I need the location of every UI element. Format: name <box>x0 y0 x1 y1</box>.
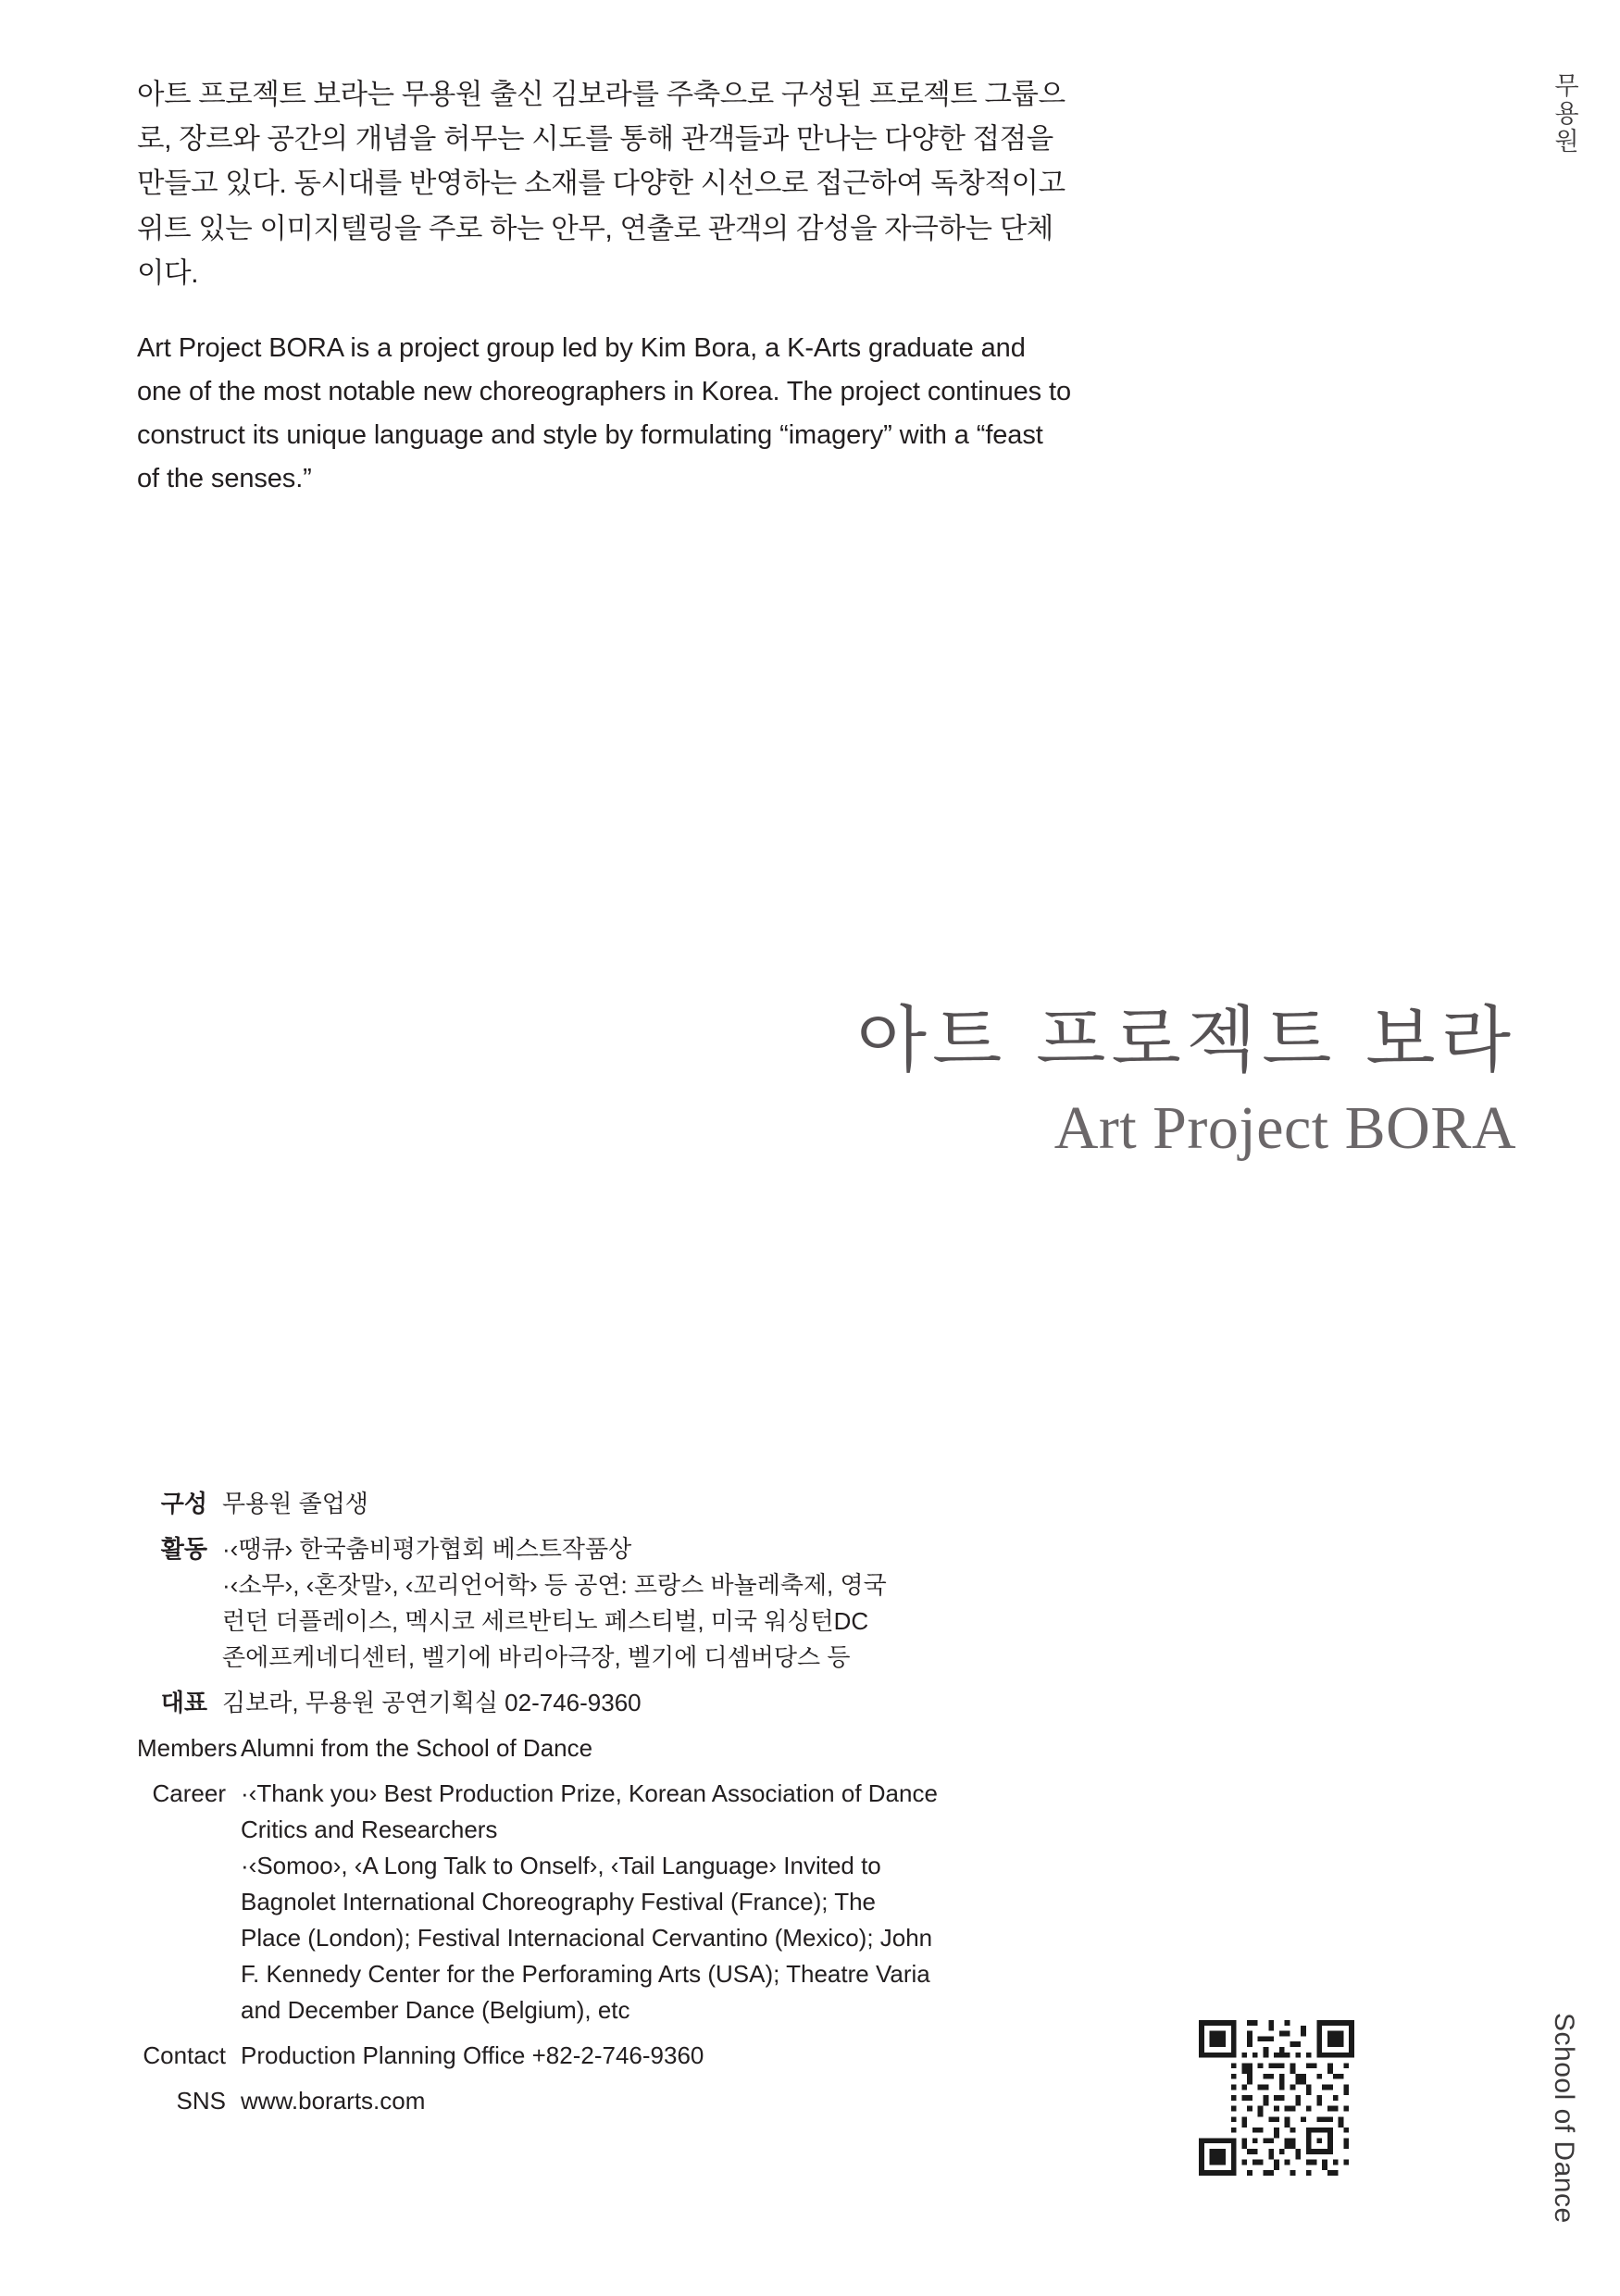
intro-paragraph-english: Art Project BORA is a project group led by Kim Bora, a K-Arts graduate and one of the most notable new choreographers in Korea. The project continues to construct its unique language and style by formulating “imagery” with a “feast of the senses.” <box>137 332 1072 493</box>
qr-code-image[interactable] <box>1199 2020 1354 2176</box>
credit-line: ·‹Somoo›, ‹A Long Talk to Onself›, ‹Tail Language› Invited to <box>241 1852 881 1879</box>
credit-value-activities <box>222 1531 1072 1676</box>
title-block <box>405 1000 1516 1167</box>
credit-line: F. Kennedy Center for the Perforaming Arts (USA); Theatre Varia <box>241 1960 930 1988</box>
credit-line: and December Dance (Belgium), etc <box>241 1996 630 2024</box>
credit-label-members: Members <box>137 1734 238 1762</box>
credit-value-contact: Production Planning Office +82-2-746-9360 <box>241 2041 704 2069</box>
credit-line: Bagnolet International Choreography Festival (France); The <box>241 1888 877 1915</box>
credit-value-career <box>241 1776 1072 2028</box>
credit-value-composition: 무용원 졸업생 <box>222 1490 368 1517</box>
credit-line: 존에프케네디센터, 벨기에 바리아극장, 벨기에 디셈버당스 등 <box>222 1643 851 1671</box>
credit-label-representative: 대표 <box>160 1689 207 1716</box>
credits-section <box>137 1486 1072 2128</box>
credit-row-representative <box>137 1685 1072 1721</box>
qr-code-icon <box>1199 2020 1354 2176</box>
credit-value-members: Alumni from the School of Dance <box>241 1734 593 1762</box>
credit-row-sns <box>137 2083 1072 2119</box>
credit-label-sns: SNS <box>176 2087 226 2115</box>
credit-line: ·‹Thank you› Best Production Prize, Korean Association of Dance <box>241 1779 938 1807</box>
vertical-label-korean: 무용원 <box>1551 72 1578 156</box>
credit-line: 런던 더플레이스, 멕시코 세르반티노 페스티벌, 미국 워싱턴DC <box>222 1607 869 1635</box>
credit-label-activities: 활동 <box>160 1535 207 1563</box>
credit-row-members <box>137 1730 1072 1766</box>
credit-line: Place (London); Festival Internacional Cervantino (Mexico); John <box>241 1924 933 1952</box>
credit-label-composition: 구성 <box>160 1490 207 1517</box>
credit-line: Critics and Researchers <box>241 1816 498 1843</box>
credit-label-career: Career <box>152 1779 226 1807</box>
credit-label-contact: Contact <box>143 2041 226 2069</box>
credit-value-sns: www.borarts.com <box>241 2087 426 2115</box>
credit-row-career <box>137 1776 1072 2028</box>
page-title-korean: 아트 프로젝트 보라 <box>856 999 1516 1082</box>
credit-line: ·‹소무›, ‹혼잣말›, ‹꼬리언어학› 등 공연: 프랑스 바뇰레축제, 영국 <box>222 1571 887 1599</box>
credit-row-contact <box>137 2038 1072 2074</box>
credit-line: ·‹땡큐› 한국춤비평가협회 베스트작품상 <box>222 1535 632 1563</box>
credit-row-activities <box>137 1531 1072 1676</box>
vertical-label-english: School of Dance <box>1549 2013 1579 2224</box>
credit-value-representative: 김보라, 무용원 공연기획실 02-746-9360 <box>222 1689 642 1716</box>
intro-section <box>137 72 1072 501</box>
intro-paragraph-korean: 아트 프로젝트 보라는 무용원 출신 김보라를 주축으로 구성된 프로젝트 그룹으로, 장르와 공간의 개념을 허무는 시도를 통해 관객들과 만나는 다양한 접점을 만들고 있다. 동시대를 반영하는 소재를 다양한 시선으로 접근하여 독창적이고 위트 있는 이미지텔링을 주로 하는 안무, 연출로 관객의 감성을 자극하는 단체이다. <box>137 79 1065 289</box>
credit-row-composition <box>137 1486 1072 1522</box>
page-title-english: Art Project BORA <box>1053 1093 1516 1162</box>
